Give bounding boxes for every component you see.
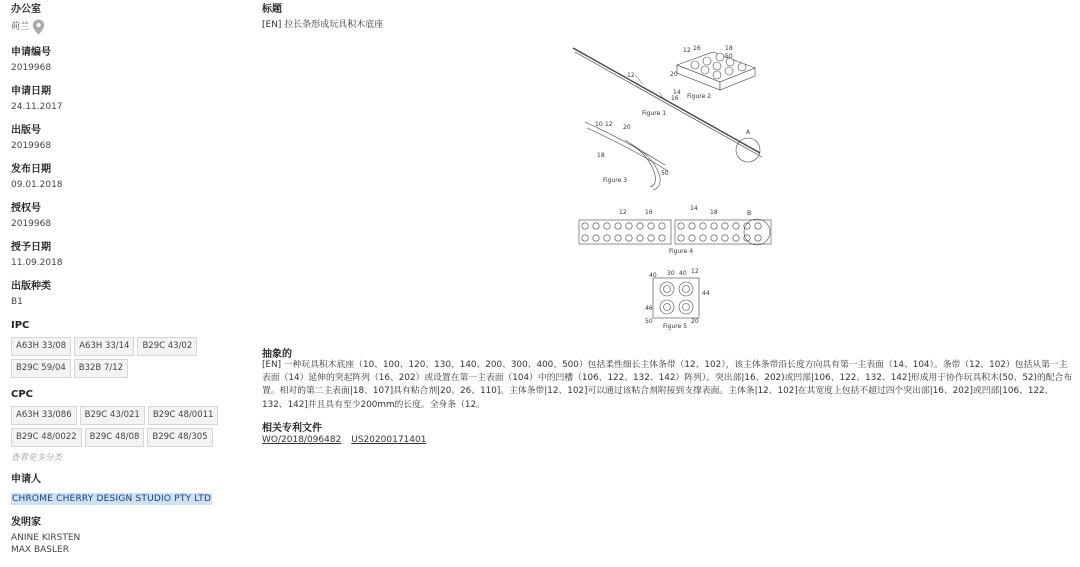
application-date-value: 24.11.2017 <box>11 102 63 112</box>
grant-number-value: 2019968 <box>11 219 52 229</box>
svg-text:12: 12 <box>627 72 635 79</box>
svg-text:18: 18 <box>597 152 605 159</box>
svg-text:16: 16 <box>671 95 679 102</box>
svg-text:50: 50 <box>661 170 669 177</box>
svg-text:30: 30 <box>667 270 675 277</box>
svg-text:12: 12 <box>691 268 699 275</box>
inventor-name: ANINE KIRSTEN <box>11 533 81 543</box>
svg-text:10: 10 <box>595 121 603 128</box>
svg-text:18: 18 <box>710 209 718 216</box>
cpc-code-chip[interactable]: B29C 48/305 <box>147 428 212 447</box>
svg-text:14: 14 <box>690 205 698 212</box>
svg-text:16: 16 <box>645 209 653 216</box>
cpc-label: CPC <box>11 389 34 400</box>
title-label: 标题 <box>262 4 282 15</box>
related-documents-links <box>262 435 433 445</box>
cpc-code-chip[interactable]: B29C 48/08 <box>85 428 145 447</box>
office-label: 办公室 <box>11 4 41 15</box>
cpc-code-chip[interactable]: B29C 43/021 <box>80 406 145 425</box>
ipc-label: IPC <box>11 320 30 331</box>
publication-number-label: 出版号 <box>11 125 41 136</box>
svg-text:12: 12 <box>683 47 691 54</box>
application-number-label: 申请编号 <box>11 47 51 58</box>
grant-number-label: 授权号 <box>11 203 41 214</box>
cpc-code-chip[interactable]: B29C 48/0022 <box>11 428 82 447</box>
abstract-label: 抽象的 <box>262 349 292 360</box>
inventors-label: 发明家 <box>11 517 41 528</box>
figure-caption-1: Figure 1 <box>642 110 667 117</box>
applicant-label: 申请人 <box>11 474 41 485</box>
cpc-code-chip[interactable]: A63H 33/086 <box>11 406 77 425</box>
figure-caption-3: Figure 3 <box>603 177 628 184</box>
map-pin-icon[interactable] <box>32 19 45 35</box>
figure-caption-5: Figure 5 <box>663 323 688 330</box>
grant-date-value: 11.09.2018 <box>11 258 63 268</box>
application-date-label: 申请日期 <box>11 86 51 97</box>
svg-text:B: B <box>747 210 752 217</box>
publication-kind-value: B1 <box>11 297 23 307</box>
cpc-code-chip[interactable]: B29C 48/0011 <box>148 406 219 425</box>
svg-text:12: 12 <box>619 209 627 216</box>
svg-text:16: 16 <box>693 45 701 52</box>
svg-text:20: 20 <box>670 71 678 78</box>
related-document-link[interactable]: US20200171401 <box>351 435 427 445</box>
svg-text:20: 20 <box>691 318 699 325</box>
grant-date-label: 授予日期 <box>11 242 51 253</box>
view-more-classifications-link[interactable]: 查看更多分类 <box>11 453 63 463</box>
patent-drawing[interactable] <box>565 40 775 335</box>
ipc-code-chip[interactable]: B29C 43/02 <box>137 337 197 356</box>
abstract-text: [EN] 一种玩具积木底座（10、100、120、130、140、200、300、400、500）包括柔性细长主体条带（12、102），该主体条带沿长度方向具有第一主表面（14、104）。条带（12、102）包括从第一主表面（14）延伸的突起阵列（16、202）或设置在第一主表面（104）中的凹槽（106、122、132、142）阵列）。突出部|16、202)或凹部|106、122、132、142]形成用于协作玩具积木(50、52)的配合布置。相对的第二主表面|18、107]具有粘合剂|20、26、110]。主体条带|12、102]可以通过该粘合剂附接到支撑表面。主体条|12、102]在其宽度上包括不超过四个突出部|16、202]或凹部|106、122、132、142]并且具有至少200mm的长度。全身条（12。 <box>262 360 1073 410</box>
svg-text:46: 46 <box>645 305 653 312</box>
svg-text:50: 50 <box>725 53 733 60</box>
ipc-code-list <box>11 337 231 378</box>
related-document-link[interactable]: WO/2018/096482 <box>262 435 342 445</box>
title-value: [EN] 拉长条形成玩具积木底座 <box>262 20 384 30</box>
ipc-code-chip[interactable]: B29C 59/04 <box>11 359 71 378</box>
svg-text:14: 14 <box>673 89 681 96</box>
ipc-code-chip[interactable]: A63H 33/14 <box>74 337 134 356</box>
publication-date-value: 09.01.2018 <box>11 180 63 190</box>
svg-text:A: A <box>746 129 751 136</box>
bibliographic-panel <box>11 0 241 567</box>
svg-text:20: 20 <box>623 124 631 131</box>
figure-5-closeup <box>653 278 699 318</box>
title-section <box>262 0 1072 32</box>
inventor-name: MAX BASLER <box>11 545 69 555</box>
svg-text:50: 50 <box>645 318 653 325</box>
svg-text:18: 18 <box>725 45 733 52</box>
application-number-value: 2019968 <box>11 63 52 73</box>
related-documents-label: 相关专利文件 <box>262 423 322 434</box>
svg-text:12: 12 <box>605 121 613 128</box>
svg-text:40: 40 <box>649 272 657 279</box>
publication-date-label: 发布日期 <box>11 164 51 175</box>
figure-4-stud-rows <box>579 219 771 245</box>
publication-number-value: 2019968 <box>11 141 52 151</box>
publication-kind-label: 出版种类 <box>11 281 51 292</box>
svg-text:44: 44 <box>702 290 710 297</box>
figure-caption-4: Figure 4 <box>669 248 694 255</box>
office-value: 荷兰 <box>11 22 30 32</box>
figure-2-blocks <box>677 52 755 90</box>
cpc-code-list <box>11 406 231 447</box>
applicant-value[interactable]: CHROME CHERRY DESIGN STUDIO PTY LTD <box>12 494 212 504</box>
ipc-code-chip[interactable]: B32B 7/12 <box>74 359 128 378</box>
ipc-code-chip[interactable]: A63H 33/08 <box>11 337 71 356</box>
svg-text:40: 40 <box>679 270 687 277</box>
figure-caption-2: Figure 2 <box>687 93 712 100</box>
